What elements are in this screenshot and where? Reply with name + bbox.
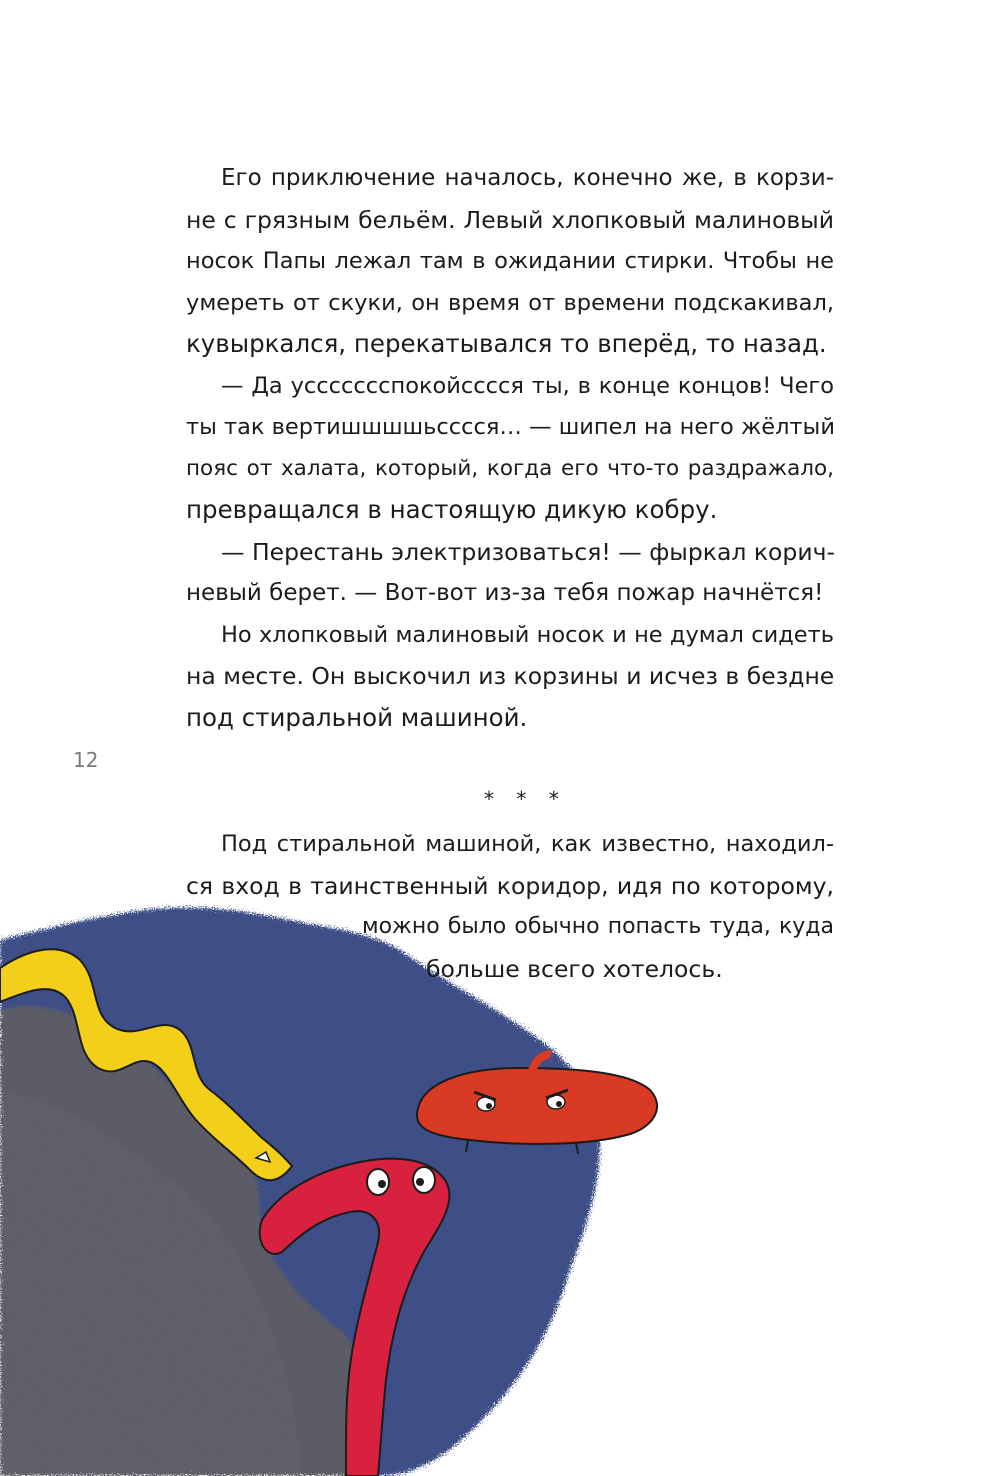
- text-line: Но хлопковый малиновый носок и не думал сидеть: [221, 622, 834, 648]
- text-line: — Да уссссссспокойсссся ты, в конце концов! Чего: [221, 373, 834, 399]
- text-line: на месте. Он выскочил из корзины и исчез в бездне: [186, 662, 835, 690]
- page-number: 12: [73, 748, 99, 772]
- text-line: превращался в настоящую дикую кобру.: [186, 495, 718, 524]
- text-line: — Перестань электризоваться! — фыркал корич-: [221, 538, 835, 566]
- text-line: носок Папы лежал там в ожидании стирки. Чтобы не: [186, 248, 834, 274]
- text-line: ты так вертишшшшьсссся… — шипел на него жёлтый: [186, 414, 835, 440]
- text-line: Его приключение началось, конечно же, в корзи-: [221, 165, 834, 191]
- text-line: умереть от скуки, он время от времени подскакивал,: [186, 290, 834, 316]
- text-line: кувыркался, перекатывался то вперёд, то назад.: [186, 329, 827, 358]
- text-line: можно было обычно попасть туда, куда: [362, 914, 834, 939]
- text-line: под стиральной машиной.: [186, 703, 528, 732]
- red-beret: [417, 1068, 657, 1144]
- text-line: Под стиральной машиной, как известно, находил-: [221, 831, 834, 857]
- text-line: пояс от халата, который, когда его что-то раздражало,: [186, 456, 834, 481]
- text-line: ся вход в таинственный коридор, идя по которому,: [186, 872, 834, 900]
- sock-eye-icon: [367, 1169, 389, 1195]
- text-line: невый берет. — Вот-вот из-за тебя пожар начнётся!: [186, 580, 824, 606]
- text-line: больше всего хотелось.: [426, 955, 723, 983]
- text-line: не с грязным бельём. Левый хлопковый малиновый: [186, 206, 834, 234]
- section-separator: * * *: [484, 787, 567, 811]
- sock-eye-icon: [413, 1167, 435, 1193]
